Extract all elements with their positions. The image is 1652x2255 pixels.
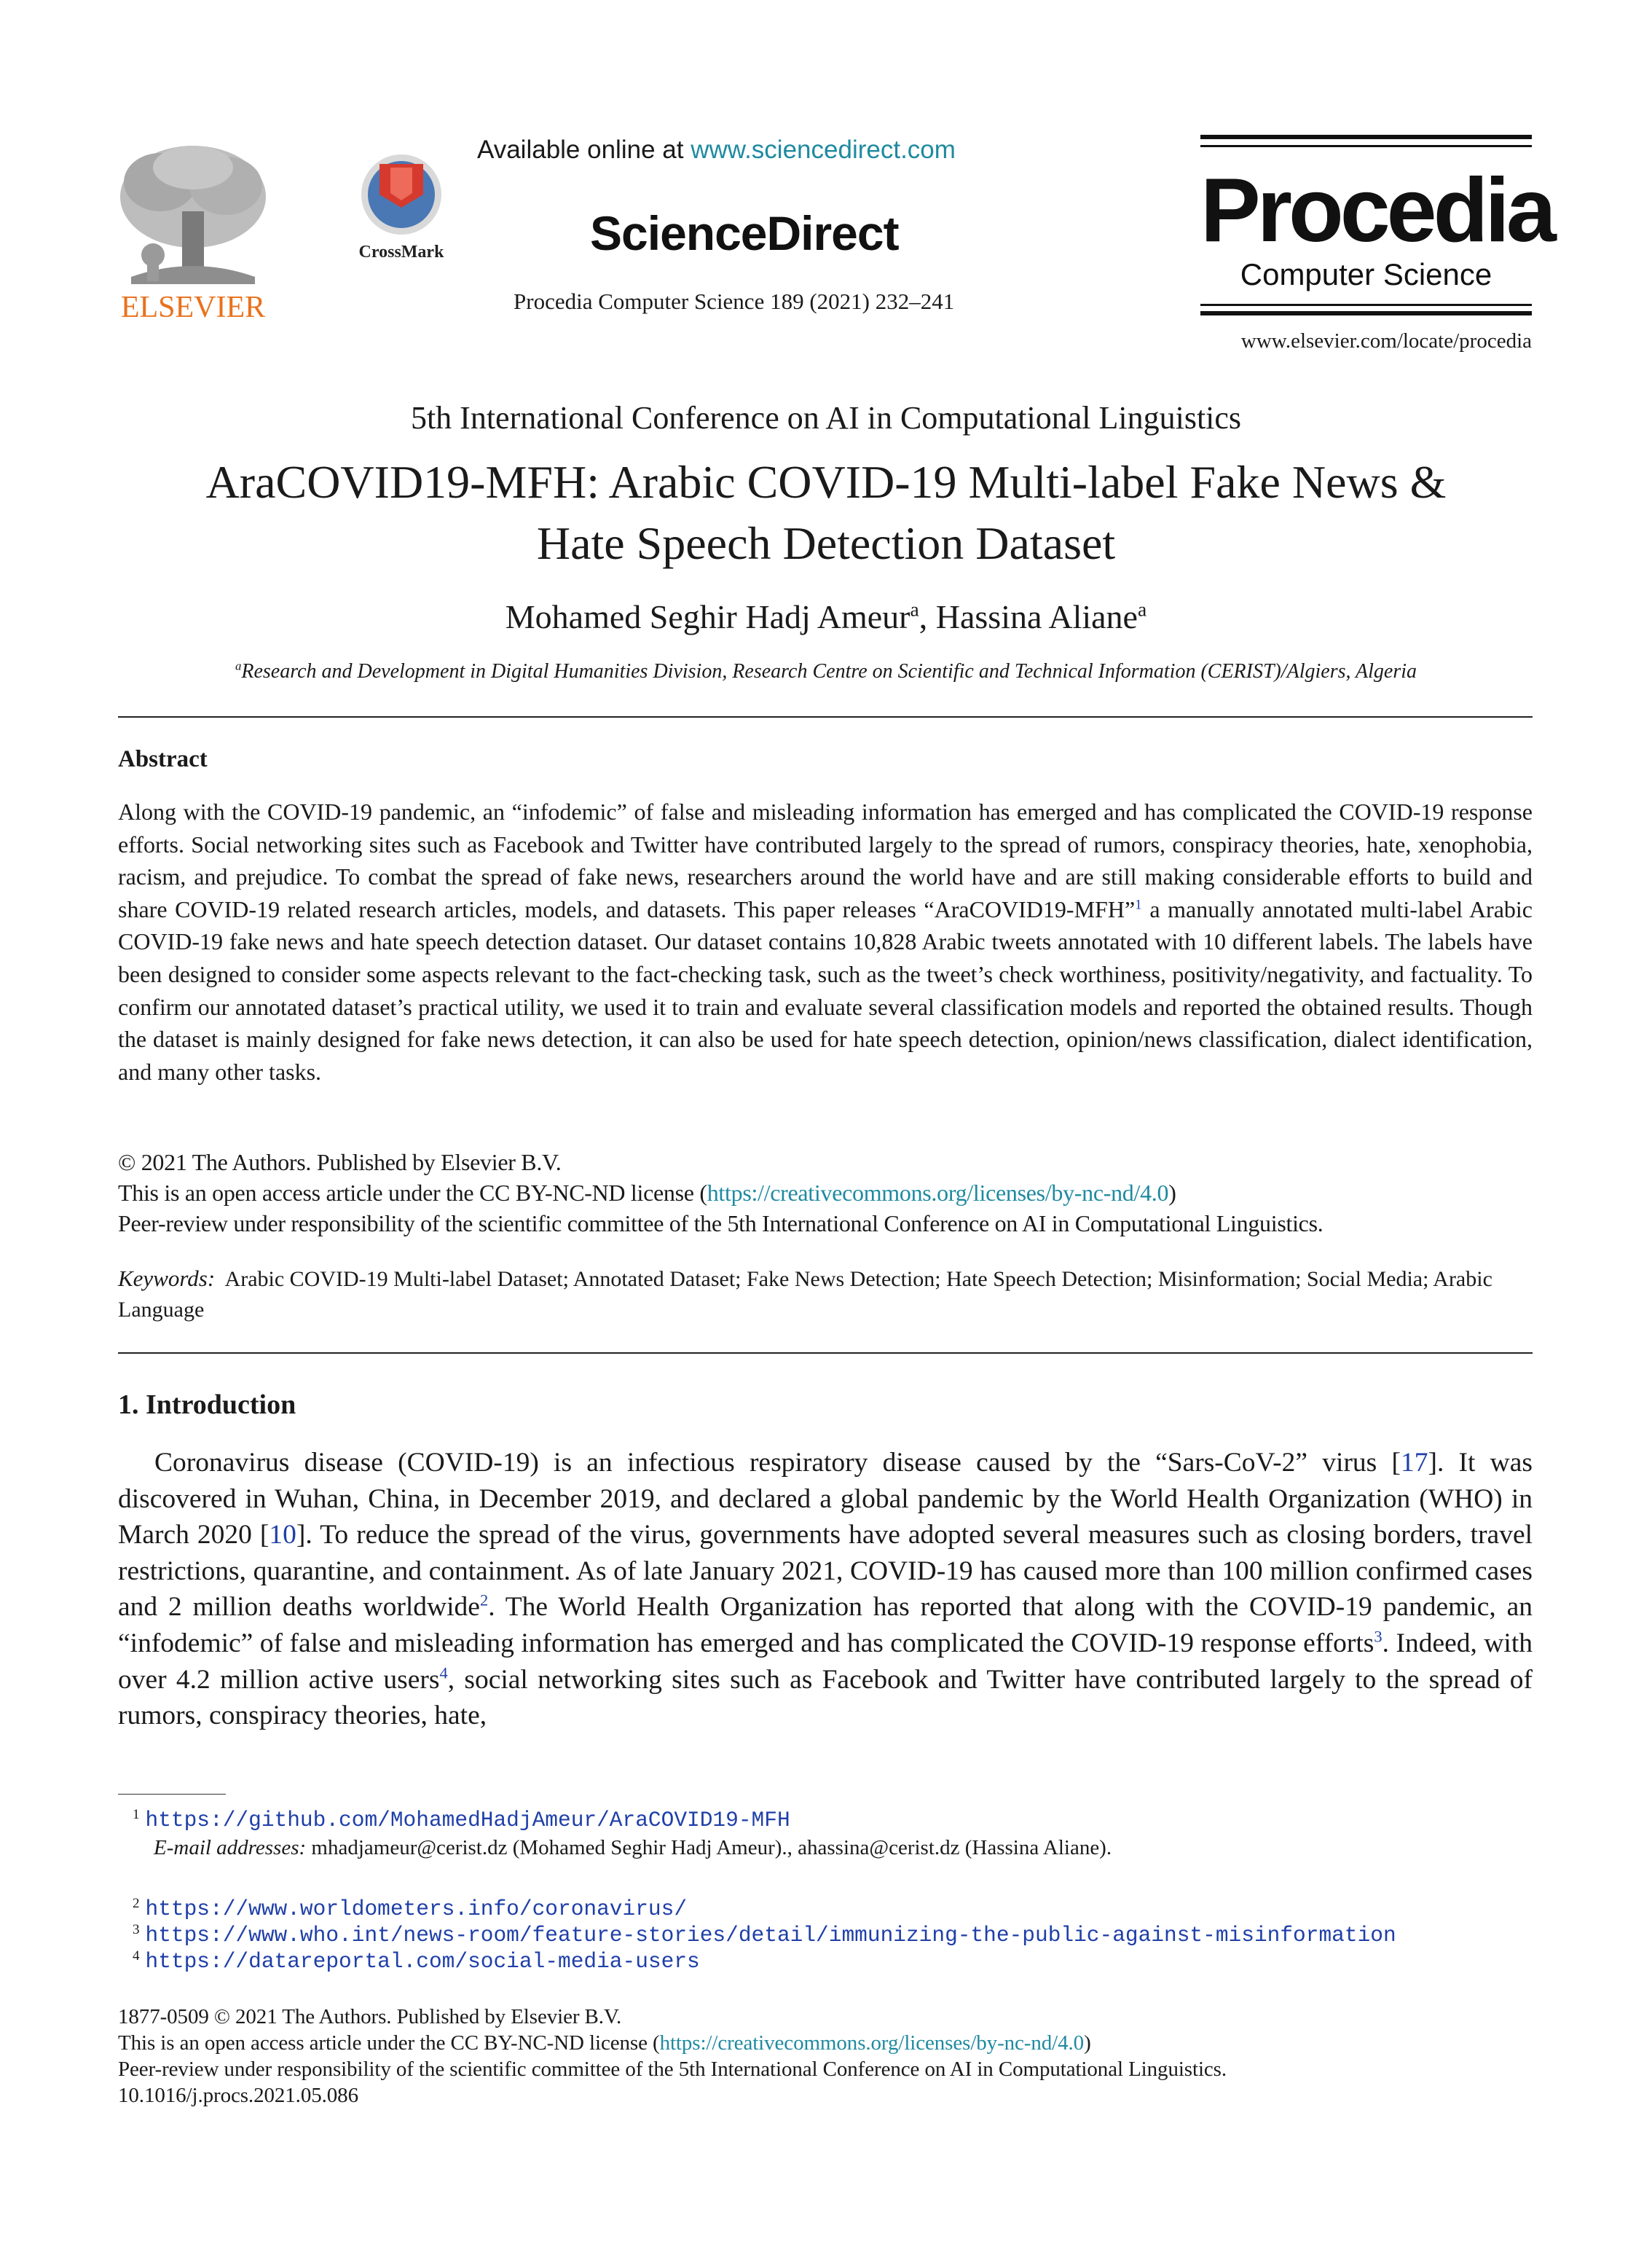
author-2: Hassina Aliane (935, 598, 1138, 635)
intro-text-3: ]. To reduce the spread of the virus, governments have adopted several measures such as closing borders, travel restrictions, quarantine, and containment. As of late January 2021, COVID-19 has caused more than 100 million confirmed cases and 2 million deaths worldwide (118, 1520, 1533, 1623)
paper-title (109, 452, 1543, 574)
footnote-4-link[interactable]: https://datareportal.com/social-media-users (145, 1949, 700, 1974)
bottom-license-line (118, 2030, 1546, 2056)
abstract-text (118, 796, 1533, 1088)
affiliation-mark: a (235, 659, 242, 673)
crossmark-badge[interactable] (354, 149, 449, 266)
footnote-1-link[interactable]: https://github.com/MohamedHadjAmeur/AraCOVID19-MFH (145, 1808, 790, 1832)
svg-text:ELSEVIER: ELSEVIER (120, 291, 266, 324)
conference-name: 5th International Conference on AI in Computational Linguistics (410, 400, 1242, 436)
procedia-top-rule-thin (1200, 145, 1532, 147)
intro-text-1: Coronavirus disease (COVID-19) is an infectious respiratory disease caused by the “Sars-CoV-2” virus [ (154, 1448, 1401, 1478)
footnote-ref-3[interactable]: 3 (1374, 1627, 1382, 1646)
footnote-1-number: 1 (133, 1806, 140, 1822)
affiliation (117, 660, 1535, 683)
procedia-bottom-rule-thin (1200, 304, 1532, 306)
footnote-3-number: 3 (133, 1922, 140, 1937)
section-heading-introduction: 1. Introduction (118, 1389, 296, 1420)
bottom-license-suffix: ) (1084, 2031, 1091, 2055)
journal-citation: Procedia Computer Science 189 (2021) 232–241 (514, 289, 955, 314)
abstract-heading: Abstract (118, 746, 208, 772)
svg-text:CrossMark: CrossMark (358, 243, 444, 262)
issn-line: 1877-0509 © 2021 The Authors. Published by Elsevier B.V. (118, 2005, 622, 2028)
footnote-2-link[interactable]: https://www.worldometers.info/coronavirus/ (145, 1897, 688, 1921)
footnote-email (154, 1835, 1112, 1861)
footnote-1 (133, 1807, 790, 1833)
introduction-paragraph (118, 1445, 1533, 1734)
procedia-subtitle: Computer Science (1240, 257, 1492, 291)
footnote-3 (133, 1922, 1502, 1948)
footnote-ref-4[interactable]: 4 (439, 1663, 448, 1682)
affiliation-text: Research and Development in Digital Humanities Division, Research Centre on Scientific and Technical Information (CERIST)/Algiers, Algeria (241, 660, 1417, 683)
crossmark-icon (354, 149, 449, 266)
peer-review-line: Peer-review under responsibility of the scientific committee of the 5th International Conference on AI in Computational Linguistics. (118, 1210, 1323, 1236)
license-link[interactable]: https://creativecommons.org/licenses/by-nc-nd/4.0 (707, 1180, 1169, 1206)
elsevier-logo (109, 138, 277, 328)
intro-text-4: . The World Health Organization has reported that along with the COVID-19 pandemic, an “infodemic” of false and misleading information has emerged and has complicated the COVID-19 response efforts (118, 1592, 1533, 1658)
footnote-4 (133, 1948, 700, 1974)
footnote-3-link[interactable]: https://www.who.int/news-room/feature-stories/detail/immunizing-the-public-against-misinformation (145, 1923, 1396, 1948)
footnote-2-number: 2 (133, 1895, 140, 1911)
author-1: Mohamed Seghir Hadj Ameur (505, 598, 910, 635)
paper-title-line-2: Hate Speech Detection Dataset (536, 517, 1116, 569)
doi[interactable]: 10.1016/j.procs.2021.05.086 (118, 2084, 358, 2107)
issn-block (118, 2004, 1546, 2109)
divider-bottom (118, 1352, 1533, 1354)
citation-10[interactable]: 10 (269, 1520, 296, 1550)
abstract-part-2: a manually annotated multi-label Arabic COVID-19 fake news and hate speech detection dataset. Our dataset contains 10,828 Arabic tweets annotated with 10 different labels. The labels have been designed to consider some aspects relevant to the fact-checking task, such as the tweet’s check worthiness, positivity/negativity, and factuality. To confirm our annotated dataset’s practical utility, we used it to train and evaluate several classification models and reported the obtained results. Though the dataset is mainly designed for fake news detection, it can also be used for hate speech detection, opinion/news classification, dialect identification, and many other tasks. (118, 895, 1533, 1085)
bottom-license-link[interactable]: https://creativecommons.org/licenses/by-nc-nd/4.0 (659, 2031, 1085, 2055)
paper-title-line-1: AraCOVID19-MFH: Arabic COVID-19 Multi-label Fake News & (205, 456, 1447, 508)
available-online (477, 136, 956, 165)
bottom-license-prefix: This is an open access article under the CC BY-NC-ND license ( (118, 2031, 660, 2055)
email-text: mhadjameur@cerist.dz (Mohamed Seghir Hadj Ameur)., ahassina@cerist.dz (Hassina Aliane). (311, 1836, 1112, 1859)
keywords-label: Keywords: (118, 1266, 216, 1291)
footnote-4-number: 4 (133, 1948, 140, 1964)
author-2-affil-mark: a (1137, 597, 1147, 621)
procedia-logo (1200, 135, 1553, 317)
footnote-rule (118, 1794, 226, 1795)
copyright-block (118, 1147, 1546, 1239)
license-prefix: This is an open access article under the CC BY-NC-ND license ( (118, 1180, 707, 1206)
intro-text-5: . Indeed, with over 4.2 million active users (118, 1628, 1533, 1695)
license-suffix: ) (1168, 1180, 1176, 1206)
sciencedirect-link[interactable]: www.sciencedirect.com (691, 136, 956, 164)
sciencedirect-logo: ScienceDirect (590, 206, 899, 260)
elsevier-url[interactable]: www.elsevier.com/locate/procedia (1240, 329, 1532, 353)
keywords-text: Arabic COVID-19 Multi-label Dataset; Annotated Dataset; Fake News Detection; Hate Speech Detection; Misinformation; Social Media; Arabic Language (118, 1267, 1492, 1322)
citation-17[interactable]: 17 (1400, 1448, 1428, 1478)
available-prefix: Available online at (477, 136, 691, 164)
intro-text-6: , social networking sites such as Facebook and Twitter have contributed largely to the spread of rumors, conspiracy theories, hate, (118, 1664, 1533, 1731)
elsevier-tree-icon (109, 138, 277, 328)
bottom-peer-review-line: Peer-review under responsibility of the scientific committee of the 5th International Conference on AI in Computational Linguistics. (118, 2058, 1227, 2081)
divider-top (118, 716, 1533, 718)
procedia-title: Procedia (1200, 160, 1553, 261)
footnote-ref-2[interactable]: 2 (479, 1591, 489, 1609)
authors: Mohamed Seghir Hadj Ameur$^a$, Hassina Aliane$^a$ (505, 597, 1147, 635)
copyright-line: © 2021 The Authors. Published by Elsevier B.V. (118, 1149, 562, 1175)
author-1-affil-mark: a (910, 597, 919, 621)
footnote-2 (133, 1896, 687, 1922)
keywords (118, 1263, 1533, 1325)
license-line (118, 1177, 1546, 1208)
procedia-bottom-rule (1200, 311, 1532, 315)
intro-text-2: ]. It was discovered in Wuhan, China, in December 2019, and declared a global pandemic by the World Health Organization (WHO) in March 2020 [ (118, 1448, 1533, 1550)
email-label: E-mail addresses: (154, 1836, 307, 1859)
abstract-part-1: Along with the COVID-19 pandemic, an “infodemic” of false and misleading information has emerged and has complicated the COVID-19 response efforts. Social networking sites such as Facebook and Twitter have contributed largely to the spread of rumors, conspiracy theories, hate, xenophobia, racism, and prejudice. To combat the spread of fake news, researchers around the world have and are still making considerable efforts to build and share COVID-19 related research articles, models, and datasets. This paper releases “AraCOVID19-MFH” (118, 799, 1533, 922)
abstract-footnote-ref[interactable]: 1 (1135, 897, 1142, 913)
procedia-top-rule (1200, 135, 1532, 139)
